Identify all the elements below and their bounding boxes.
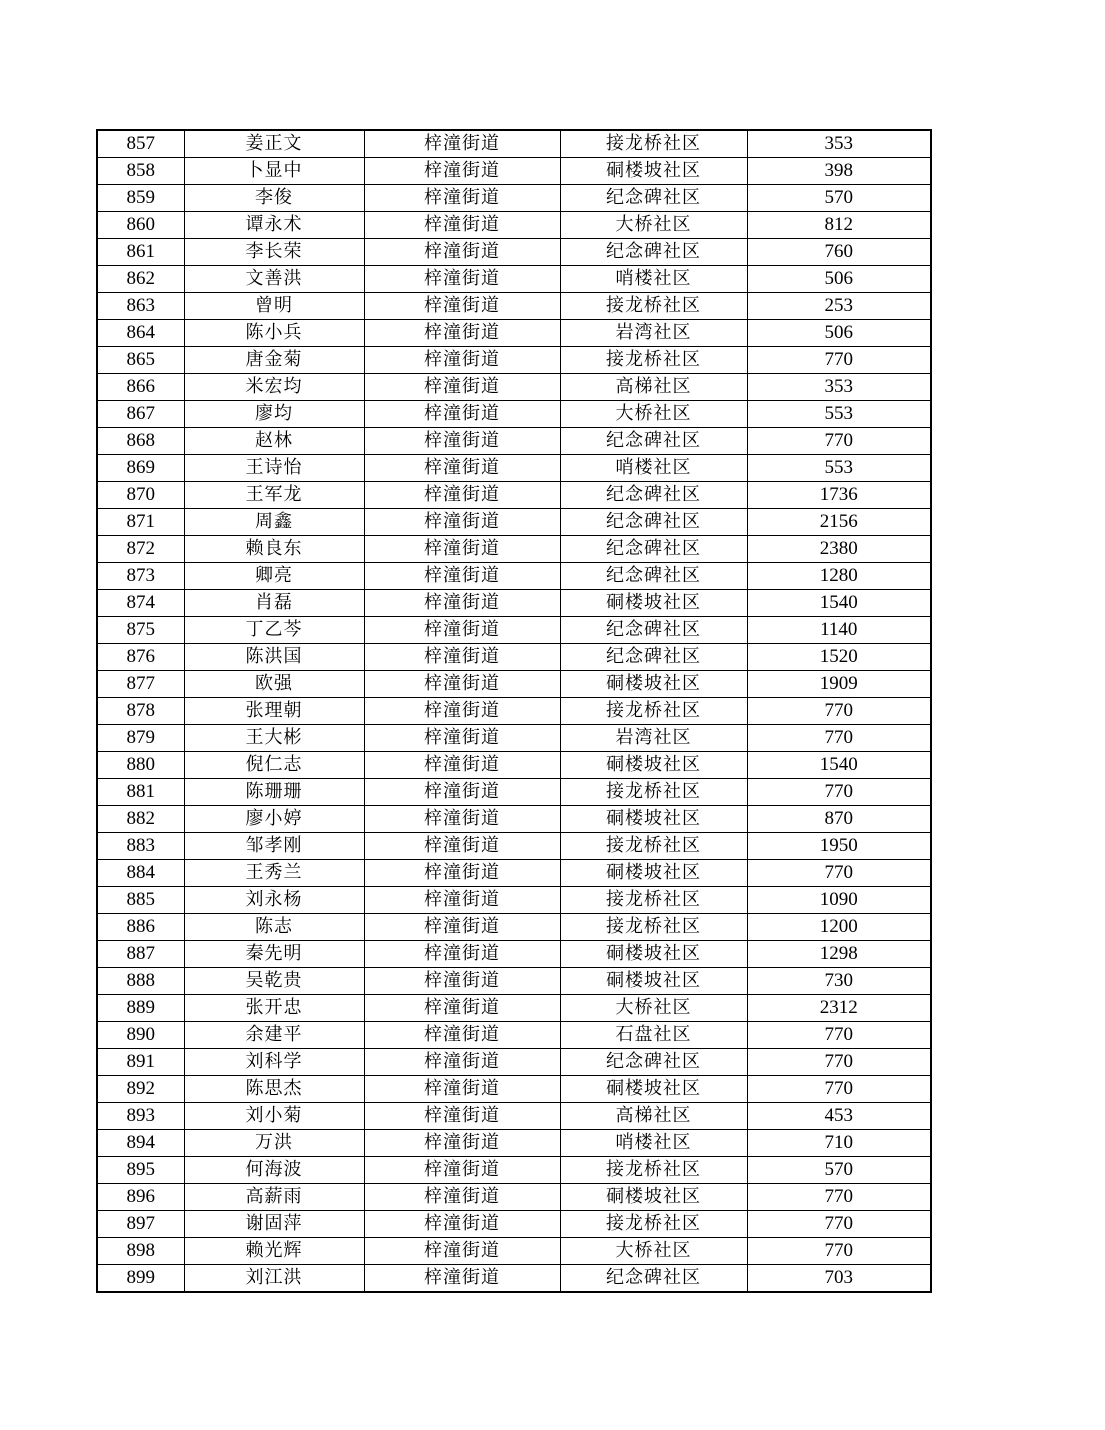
community-cell: 硐楼坡社区 [560, 590, 747, 617]
amount-cell: 1140 [747, 617, 931, 644]
row-number-cell: 857 [97, 130, 184, 158]
street-cell: 梓潼街道 [364, 374, 560, 401]
amount-cell: 1950 [747, 833, 931, 860]
table-row [97, 158, 931, 185]
row-number-cell: 860 [97, 212, 184, 239]
street-cell: 梓潼街道 [364, 779, 560, 806]
name-cell: 谭永术 [184, 212, 364, 239]
table-row [97, 185, 931, 212]
amount-cell: 770 [747, 725, 931, 752]
row-number-cell: 892 [97, 1076, 184, 1103]
amount-cell: 1909 [747, 671, 931, 698]
community-cell: 高梯社区 [560, 1103, 747, 1130]
amount-cell: 812 [747, 212, 931, 239]
street-cell: 梓潼街道 [364, 1130, 560, 1157]
community-cell: 哨楼社区 [560, 455, 747, 482]
community-cell: 纪念碑社区 [560, 428, 747, 455]
street-cell: 梓潼街道 [364, 590, 560, 617]
street-cell: 梓潼街道 [364, 428, 560, 455]
amount-cell: 398 [747, 158, 931, 185]
row-number-cell: 862 [97, 266, 184, 293]
row-number-cell: 868 [97, 428, 184, 455]
community-cell: 岩湾社区 [560, 725, 747, 752]
row-number-cell: 871 [97, 509, 184, 536]
row-number-cell: 867 [97, 401, 184, 428]
amount-cell: 453 [747, 1103, 931, 1130]
name-cell: 赖良东 [184, 536, 364, 563]
row-number-cell: 858 [97, 158, 184, 185]
name-cell: 陈小兵 [184, 320, 364, 347]
row-number-cell: 883 [97, 833, 184, 860]
name-cell: 肖磊 [184, 590, 364, 617]
table-row [97, 806, 931, 833]
community-cell: 岩湾社区 [560, 320, 747, 347]
row-number-cell: 869 [97, 455, 184, 482]
street-cell: 梓潼街道 [364, 1265, 560, 1293]
amount-cell: 770 [747, 779, 931, 806]
name-cell: 万洪 [184, 1130, 364, 1157]
community-cell: 大桥社区 [560, 401, 747, 428]
name-cell: 王诗怡 [184, 455, 364, 482]
amount-cell: 770 [747, 1076, 931, 1103]
amount-cell: 253 [747, 293, 931, 320]
name-cell: 周鑫 [184, 509, 364, 536]
amount-cell: 703 [747, 1265, 931, 1293]
community-cell: 纪念碑社区 [560, 644, 747, 671]
name-cell: 刘永杨 [184, 887, 364, 914]
table-row [97, 130, 931, 158]
row-number-cell: 874 [97, 590, 184, 617]
table-row [97, 1076, 931, 1103]
street-cell: 梓潼街道 [364, 1076, 560, 1103]
amount-cell: 760 [747, 239, 931, 266]
name-cell: 王军龙 [184, 482, 364, 509]
row-number-cell: 859 [97, 185, 184, 212]
row-number-cell: 879 [97, 725, 184, 752]
row-number-cell: 886 [97, 914, 184, 941]
table-row [97, 374, 931, 401]
street-cell: 梓潼街道 [364, 212, 560, 239]
table-row [97, 752, 931, 779]
community-cell: 硐楼坡社区 [560, 860, 747, 887]
row-number-cell: 885 [97, 887, 184, 914]
table-row [97, 482, 931, 509]
row-number-cell: 864 [97, 320, 184, 347]
amount-cell: 770 [747, 1184, 931, 1211]
row-number-cell: 888 [97, 968, 184, 995]
table-row [97, 266, 931, 293]
community-cell: 纪念碑社区 [560, 185, 747, 212]
street-cell: 梓潼街道 [364, 860, 560, 887]
table-row [97, 779, 931, 806]
community-cell: 接龙桥社区 [560, 130, 747, 158]
row-number-cell: 878 [97, 698, 184, 725]
row-number-cell: 866 [97, 374, 184, 401]
amount-cell: 770 [747, 1022, 931, 1049]
amount-cell: 1090 [747, 887, 931, 914]
street-cell: 梓潼街道 [364, 482, 560, 509]
community-cell: 接龙桥社区 [560, 914, 747, 941]
row-number-cell: 891 [97, 1049, 184, 1076]
amount-cell: 506 [747, 320, 931, 347]
amount-cell: 1200 [747, 914, 931, 941]
name-cell: 张开忠 [184, 995, 364, 1022]
table-row [97, 1211, 931, 1238]
amount-cell: 1540 [747, 590, 931, 617]
table-row [97, 590, 931, 617]
row-number-cell: 884 [97, 860, 184, 887]
community-cell: 硐楼坡社区 [560, 752, 747, 779]
street-cell: 梓潼街道 [364, 617, 560, 644]
amount-cell: 770 [747, 1211, 931, 1238]
table-row [97, 212, 931, 239]
amount-cell: 1736 [747, 482, 931, 509]
table-row [97, 563, 931, 590]
amount-cell: 2380 [747, 536, 931, 563]
row-number-cell: 894 [97, 1130, 184, 1157]
street-cell: 梓潼街道 [364, 644, 560, 671]
community-cell: 大桥社区 [560, 212, 747, 239]
table-row [97, 509, 931, 536]
data-table [96, 129, 932, 1293]
amount-cell: 770 [747, 428, 931, 455]
row-number-cell: 863 [97, 293, 184, 320]
community-cell: 纪念碑社区 [560, 1265, 747, 1293]
name-cell: 刘小菊 [184, 1103, 364, 1130]
row-number-cell: 899 [97, 1265, 184, 1293]
street-cell: 梓潼街道 [364, 995, 560, 1022]
community-cell: 硐楼坡社区 [560, 158, 747, 185]
row-number-cell: 865 [97, 347, 184, 374]
community-cell: 大桥社区 [560, 995, 747, 1022]
table-row [97, 428, 931, 455]
table-row [97, 1103, 931, 1130]
amount-cell: 553 [747, 455, 931, 482]
table-row [97, 347, 931, 374]
community-cell: 大桥社区 [560, 1238, 747, 1265]
name-cell: 陈思杰 [184, 1076, 364, 1103]
row-number-cell: 887 [97, 941, 184, 968]
row-number-cell: 895 [97, 1157, 184, 1184]
name-cell: 文善洪 [184, 266, 364, 293]
street-cell: 梓潼街道 [364, 239, 560, 266]
name-cell: 张理朝 [184, 698, 364, 725]
table-row [97, 1049, 931, 1076]
community-cell: 纪念碑社区 [560, 617, 747, 644]
name-cell: 李俊 [184, 185, 364, 212]
table-row [97, 941, 931, 968]
row-number-cell: 876 [97, 644, 184, 671]
community-cell: 硐楼坡社区 [560, 806, 747, 833]
amount-cell: 1540 [747, 752, 931, 779]
table-row [97, 698, 931, 725]
row-number-cell: 880 [97, 752, 184, 779]
street-cell: 梓潼街道 [364, 887, 560, 914]
table-row [97, 644, 931, 671]
community-cell: 接龙桥社区 [560, 293, 747, 320]
table-row [97, 617, 931, 644]
table-row [97, 860, 931, 887]
community-cell: 纪念碑社区 [560, 536, 747, 563]
amount-cell: 770 [747, 698, 931, 725]
table-row [97, 968, 931, 995]
community-cell: 硐楼坡社区 [560, 1076, 747, 1103]
table-row [97, 1130, 931, 1157]
amount-cell: 553 [747, 401, 931, 428]
name-cell: 丁乙芩 [184, 617, 364, 644]
table-row [97, 1184, 931, 1211]
community-cell: 哨楼社区 [560, 1130, 747, 1157]
amount-cell: 770 [747, 347, 931, 374]
name-cell: 赵林 [184, 428, 364, 455]
street-cell: 梓潼街道 [364, 698, 560, 725]
name-cell: 余建平 [184, 1022, 364, 1049]
community-cell: 纪念碑社区 [560, 239, 747, 266]
name-cell: 何海波 [184, 1157, 364, 1184]
table-row [97, 455, 931, 482]
community-cell: 纪念碑社区 [560, 509, 747, 536]
community-cell: 哨楼社区 [560, 266, 747, 293]
street-cell: 梓潼街道 [364, 563, 560, 590]
name-cell: 陈志 [184, 914, 364, 941]
row-number-cell: 875 [97, 617, 184, 644]
table-row [97, 1022, 931, 1049]
amount-cell: 353 [747, 130, 931, 158]
street-cell: 梓潼街道 [364, 1022, 560, 1049]
name-cell: 邹孝刚 [184, 833, 364, 860]
amount-cell: 770 [747, 1049, 931, 1076]
row-number-cell: 893 [97, 1103, 184, 1130]
document-page [96, 129, 930, 1293]
table-row [97, 239, 931, 266]
street-cell: 梓潼街道 [364, 1238, 560, 1265]
row-number-cell: 881 [97, 779, 184, 806]
community-cell: 接龙桥社区 [560, 347, 747, 374]
amount-cell: 730 [747, 968, 931, 995]
name-cell: 李长荣 [184, 239, 364, 266]
row-number-cell: 890 [97, 1022, 184, 1049]
table-row [97, 536, 931, 563]
street-cell: 梓潼街道 [364, 185, 560, 212]
table-row [97, 1157, 931, 1184]
amount-cell: 570 [747, 1157, 931, 1184]
street-cell: 梓潼街道 [364, 293, 560, 320]
table-row [97, 401, 931, 428]
street-cell: 梓潼街道 [364, 1157, 560, 1184]
street-cell: 梓潼街道 [364, 725, 560, 752]
name-cell: 米宏均 [184, 374, 364, 401]
amount-cell: 506 [747, 266, 931, 293]
street-cell: 梓潼街道 [364, 401, 560, 428]
row-number-cell: 870 [97, 482, 184, 509]
name-cell: 姜正文 [184, 130, 364, 158]
name-cell: 王大彬 [184, 725, 364, 752]
street-cell: 梓潼街道 [364, 1103, 560, 1130]
name-cell: 高薪雨 [184, 1184, 364, 1211]
street-cell: 梓潼街道 [364, 833, 560, 860]
amount-cell: 2312 [747, 995, 931, 1022]
row-number-cell: 896 [97, 1184, 184, 1211]
row-number-cell: 897 [97, 1211, 184, 1238]
row-number-cell: 861 [97, 239, 184, 266]
community-cell: 纪念碑社区 [560, 563, 747, 590]
table-row [97, 671, 931, 698]
street-cell: 梓潼街道 [364, 158, 560, 185]
amount-cell: 353 [747, 374, 931, 401]
name-cell: 谢固萍 [184, 1211, 364, 1238]
community-cell: 纪念碑社区 [560, 482, 747, 509]
name-cell: 卜显中 [184, 158, 364, 185]
community-cell: 接龙桥社区 [560, 833, 747, 860]
amount-cell: 770 [747, 1238, 931, 1265]
amount-cell: 1520 [747, 644, 931, 671]
community-cell: 接龙桥社区 [560, 1211, 747, 1238]
community-cell: 接龙桥社区 [560, 779, 747, 806]
amount-cell: 770 [747, 860, 931, 887]
row-number-cell: 873 [97, 563, 184, 590]
table-row [97, 293, 931, 320]
row-number-cell: 889 [97, 995, 184, 1022]
amount-cell: 2156 [747, 509, 931, 536]
name-cell: 倪仁志 [184, 752, 364, 779]
street-cell: 梓潼街道 [364, 752, 560, 779]
street-cell: 梓潼街道 [364, 968, 560, 995]
amount-cell: 570 [747, 185, 931, 212]
table-body [97, 130, 931, 1292]
amount-cell: 1280 [747, 563, 931, 590]
street-cell: 梓潼街道 [364, 455, 560, 482]
community-cell: 高梯社区 [560, 374, 747, 401]
community-cell: 接龙桥社区 [560, 887, 747, 914]
street-cell: 梓潼街道 [364, 941, 560, 968]
street-cell: 梓潼街道 [364, 320, 560, 347]
street-cell: 梓潼街道 [364, 671, 560, 698]
street-cell: 梓潼街道 [364, 1211, 560, 1238]
row-number-cell: 882 [97, 806, 184, 833]
amount-cell: 710 [747, 1130, 931, 1157]
name-cell: 廖小婷 [184, 806, 364, 833]
table-row [97, 1238, 931, 1265]
table-row [97, 995, 931, 1022]
street-cell: 梓潼街道 [364, 536, 560, 563]
name-cell: 陈珊珊 [184, 779, 364, 806]
street-cell: 梓潼街道 [364, 509, 560, 536]
name-cell: 秦先明 [184, 941, 364, 968]
name-cell: 刘江洪 [184, 1265, 364, 1293]
community-cell: 硐楼坡社区 [560, 941, 747, 968]
community-cell: 硐楼坡社区 [560, 1184, 747, 1211]
name-cell: 卿亮 [184, 563, 364, 590]
table-row [97, 725, 931, 752]
name-cell: 刘科学 [184, 1049, 364, 1076]
table-row [97, 320, 931, 347]
name-cell: 曾明 [184, 293, 364, 320]
row-number-cell: 898 [97, 1238, 184, 1265]
street-cell: 梓潼街道 [364, 1184, 560, 1211]
street-cell: 梓潼街道 [364, 914, 560, 941]
community-cell: 接龙桥社区 [560, 1157, 747, 1184]
community-cell: 接龙桥社区 [560, 698, 747, 725]
table-row [97, 1265, 931, 1293]
row-number-cell: 872 [97, 536, 184, 563]
community-cell: 硐楼坡社区 [560, 671, 747, 698]
name-cell: 廖均 [184, 401, 364, 428]
name-cell: 欧强 [184, 671, 364, 698]
community-cell: 石盘社区 [560, 1022, 747, 1049]
table-row [97, 833, 931, 860]
table-row [97, 914, 931, 941]
name-cell: 陈洪国 [184, 644, 364, 671]
name-cell: 唐金菊 [184, 347, 364, 374]
amount-cell: 870 [747, 806, 931, 833]
community-cell: 硐楼坡社区 [560, 968, 747, 995]
street-cell: 梓潼街道 [364, 1049, 560, 1076]
street-cell: 梓潼街道 [364, 130, 560, 158]
street-cell: 梓潼街道 [364, 806, 560, 833]
row-number-cell: 877 [97, 671, 184, 698]
name-cell: 王秀兰 [184, 860, 364, 887]
name-cell: 赖光辉 [184, 1238, 364, 1265]
street-cell: 梓潼街道 [364, 347, 560, 374]
table-row [97, 887, 931, 914]
amount-cell: 1298 [747, 941, 931, 968]
community-cell: 纪念碑社区 [560, 1049, 747, 1076]
name-cell: 吴乾贵 [184, 968, 364, 995]
street-cell: 梓潼街道 [364, 266, 560, 293]
